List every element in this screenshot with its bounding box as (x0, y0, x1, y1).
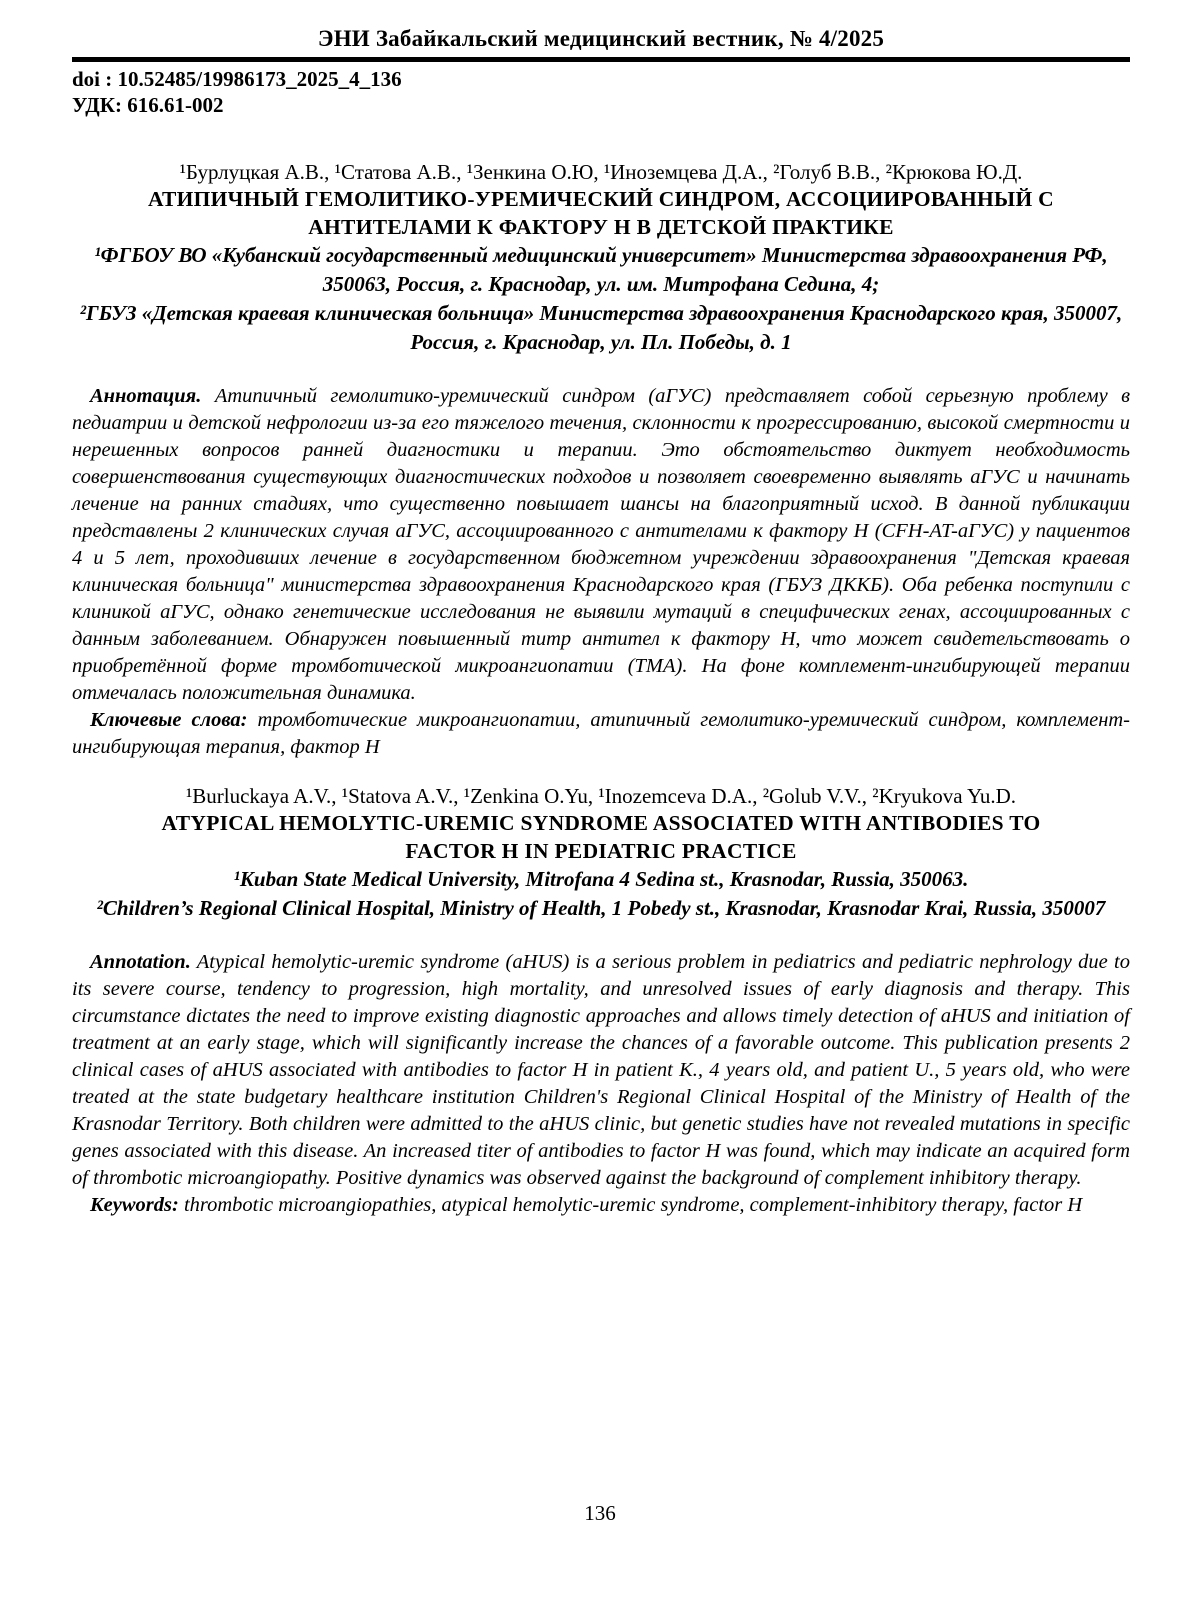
ru-affiliation-1: ¹ФГБОУ ВО «Кубанский государственный медицинский университет» Министерства здравоохранения РФ, 350063, Россия, г. Краснодар, ул. им. Митрофана Седина, 4; (94, 243, 1108, 296)
udc-code: УДК: 616.61-002 (72, 93, 224, 117)
ru-authors: ¹Бурлуцкая А.В., ¹Статова А.В., ¹Зенкина О.Ю, ¹Иноземцева Д.А., ²Голуб В.В., ²Крюкова Ю.Д. (179, 160, 1023, 184)
article-page (72, 24, 1130, 1219)
doi: doi : 10.52485/19986173_2025_4_136 (72, 67, 402, 91)
en-keywords (72, 1192, 1130, 1219)
ru-abstract (72, 383, 1130, 707)
en-keywords-label: Keywords: (90, 1194, 179, 1216)
ru-title-line-2: АНТИТЕЛАМИ К ФАКТОРУ H В ДЕТСКОЙ ПРАКТИКЕ (308, 215, 894, 239)
en-affiliation-2: ²Children’s Regional Clinical Hospital, Ministry of Health, 1 Pobedy st., Krasnodar, Krasnodar Krai, Russia, 350007 (96, 896, 1106, 920)
en-abstract-label: Annotation. (90, 951, 191, 973)
ru-keywords (72, 707, 1130, 761)
en-title (72, 809, 1130, 865)
en-title-line-2: FACTOR H IN PEDIATRIC PRACTICE (405, 839, 797, 863)
ru-affiliation-2: ²ГБУЗ «Детская краевая клиническая больница» Министерства здравоохранения Краснодарского края, 350007, Россия, г. Краснодар, ул. Пл. Победы, д. 1 (79, 301, 1123, 354)
ru-keywords-text: тромботические микроангиопатии, атипичный гемолитико-уремический синдром, комплемент-ингибирующая терапия, фактор H (72, 709, 1130, 758)
page-number: 136 (584, 1501, 616, 1525)
ru-title (72, 185, 1130, 241)
en-affiliation-1: ¹Kuban State Medical University, Mitrofana 4 Sedina st., Krasnodar, Russia, 350063. (233, 867, 969, 891)
meta-block (72, 66, 1130, 118)
en-authors: ¹Burluckaya A.V., ¹Statova A.V., ¹Zenkina O.Yu, ¹Inozemceva D.A., ²Golub V.V., ²Kryukova Yu.D. (185, 784, 1017, 808)
ru-title-line-1: АТИПИЧНЫЙ ГЕМОЛИТИКО-УРЕМИЧЕСКИЙ СИНДРОМ, АССОЦИИРОВАННЫЙ С (148, 187, 1054, 211)
ru-abstract-label: Аннотация. (90, 385, 202, 407)
ru-abstract-text: Атипичный гемолитико-уремический синдром (аГУС) представляет собой серьезную проблему в педиатрии и детской нефрологии из-за его тяжелого течения, склонности к прогрессированию, высокой смертности и нерешенных вопросов ранней диагностики и терапии. Это обстоятельство диктует необходимость совершенствования существующих диагностических подходов и позволяет своевременно выявлять аГУС и начинать лечение на ранних стадиях, что существенно повышает шансы на благоприятный исход. В данной публикации представлены 2 клинических случая аГУС, ассоциированного с антителами к фактору H (CFH-AT-аГУС) у пациентов 4 и 5 лет, проходивших лечение в государственном бюджетном учреждении здравоохранения "Детская краевая клиническая больница" министерства здравоохранения Краснодарского края (ГБУЗ ДККБ). Оба ребенка поступили с клиникой аГУС, однако генетические исследования не выявили мутаций в специфических генах, ассоциированных с данным заболеванием. Обнаружен повышенный титр антител к фактору H, что может свидетельствовать о приобретённой форме тромботической микроангиопатии (ТМА). На фоне комплемент-ингибирующей терапии отмечалась положительная динамика. (72, 385, 1131, 704)
en-keywords-text: thrombotic microangiopathies, atypical hemolytic-uremic syndrome, complement-inhibitory therapy, factor H (183, 1194, 1083, 1216)
en-abstract (72, 949, 1130, 1192)
en-abstract-text: Atypical hemolytic-uremic syndrome (aHUS) is a serious problem in pediatrics and pediatric nephrology due to its severe course, tendency to progression, high mortality, and unresolved issues of early diagnosis and therapy. This circumstance dictates the need to improve existing diagnostic approaches and allows timely detection of aHUS and initiation of treatment at an early stage, which will significantly increase the chances of a favorable outcome. This publication presents 2 clinical cases of aHUS associated with antibodies to factor H in patient K., 4 years old, and patient U., 5 years old, who were treated at the state budgetary healthcare institution Children's Regional Clinical Hospital of the Ministry of Health of the Krasnodar Territory. Both children were admitted to the aHUS clinic, but genetic studies have not revealed mutations in specific genes associated with this disease. An increased titer of antibodies to factor H was found, which may indicate an acquired form of thrombotic microangiopathy. Positive dynamics was observed against the background of complement inhibitory therapy. (72, 951, 1130, 1189)
ru-keywords-label: Ключевые слова: (90, 709, 248, 731)
journal-header: ЭНИ Забайкальский медицинский вестник, № 4/2025 (317, 26, 885, 51)
header-rule (72, 57, 1130, 62)
en-title-line-1: ATYPICAL HEMOLYTIC-UREMIC SYNDROME ASSOCIATED WITH ANTIBODIES TO (161, 811, 1041, 835)
